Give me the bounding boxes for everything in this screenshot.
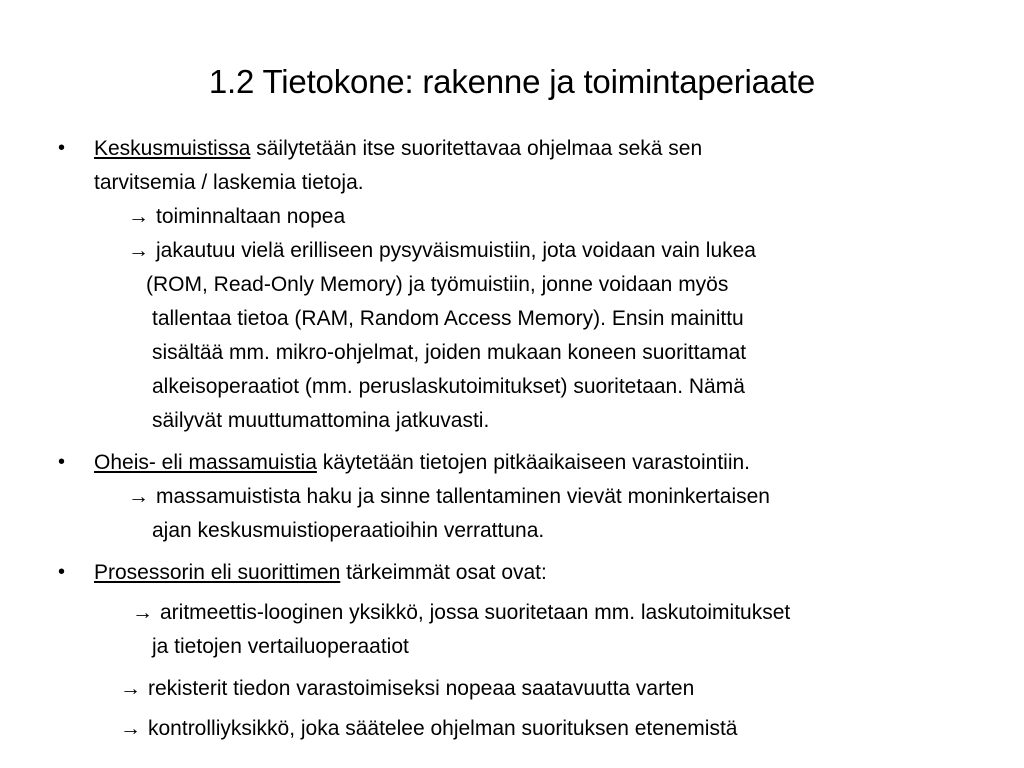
bullet-3-sub-2-text: rekisterit tiedon varastoimiseksi nopeaa saatavuutta varten — [148, 677, 695, 700]
arrow-right-icon: → — [128, 205, 149, 228]
arrow-right-icon: → — [128, 239, 149, 262]
arrow-right-icon: → — [120, 677, 141, 700]
bullet-3-sub-3-text: kontrolliyksikkö, joka säätelee ohjelman suorituksen etenemistä — [148, 717, 738, 740]
bullet-1-sub-2-line-2: (ROM, Read-Only Memory) ja työmuistiin, jonne voidaan myös — [146, 273, 729, 296]
bullet-2-sub-1 — [128, 482, 770, 512]
bullet-dot: • — [58, 137, 66, 159]
bullet-1-sub-2-line-5: alkeisoperaatiot (mm. peruslaskutoimitukset) suoritetaan. Nämä — [152, 375, 745, 398]
bullet-1-term: Keskusmuistissa — [94, 137, 251, 160]
bullet-1-line-2: tarvitsemia / laskemia tietoja. — [94, 171, 364, 194]
bullet-dot: • — [58, 451, 66, 473]
bullet-1-sub-1 — [128, 202, 345, 232]
bullet-1-sub-2-text: jakautuu vielä erilliseen pysyväismuistiin, jota voidaan vain lukea — [156, 239, 756, 262]
arrow-right-icon: → — [128, 485, 149, 508]
bullet-1-sub-2-line-6: säilyvät muuttumattomina jatkuvasti. — [152, 409, 490, 432]
bullet-3-sub-1-text: aritmeettis-looginen yksikkö, jossa suoritetaan mm. laskutoimitukset — [160, 601, 791, 624]
bullet-3-sub-2 — [120, 674, 694, 704]
arrow-right-icon: → — [132, 601, 153, 624]
bullet-3-sub-1-line-2: ja tietojen vertailuoperaatiot — [152, 635, 409, 658]
bullet-2-text: käytetään tietojen pitkäaikaiseen varastointiin. — [316, 451, 751, 474]
bullet-2-sub-1-text: massamuistista haku ja sinne tallentaminen vievät moninkertaisen — [156, 485, 770, 508]
bullet-3-sub-1 — [132, 598, 790, 628]
bullet-1-line-1 — [94, 134, 702, 164]
arrow-right-icon: → — [120, 717, 141, 740]
bullet-3-sub-3 — [120, 714, 737, 744]
bullet-1-sub-2-line-3: tallentaa tietoa (RAM, Random Access Memory). Ensin mainittu — [152, 307, 744, 330]
bullet-1-sub-2 — [128, 236, 756, 266]
slide-title: 1.2 Tietokone: rakenne ja toimintaperiaate — [208, 63, 816, 100]
bullet-3-text: tärkeimmät osat ovat: — [340, 561, 547, 584]
bullet-2-sub-1-line-2: ajan keskusmuistioperaatioihin verrattuna. — [152, 519, 545, 542]
bullet-2-term: Oheis- eli massamuistia — [94, 451, 317, 474]
bullet-2-line-1 — [94, 448, 750, 478]
bullet-dot: • — [58, 561, 66, 583]
bullet-1-sub-1-text: toiminnaltaan nopea — [156, 205, 346, 228]
bullet-1-sub-2-line-4: sisältää mm. mikro-ohjelmat, joiden mukaan koneen suorittamat — [152, 341, 747, 364]
bullet-3-term: Prosessorin eli suorittimen — [94, 561, 341, 584]
bullet-1-text: säilytetään itse suoritettavaa ohjelmaa sekä sen — [250, 137, 703, 160]
bullet-3-line-1 — [94, 558, 547, 588]
